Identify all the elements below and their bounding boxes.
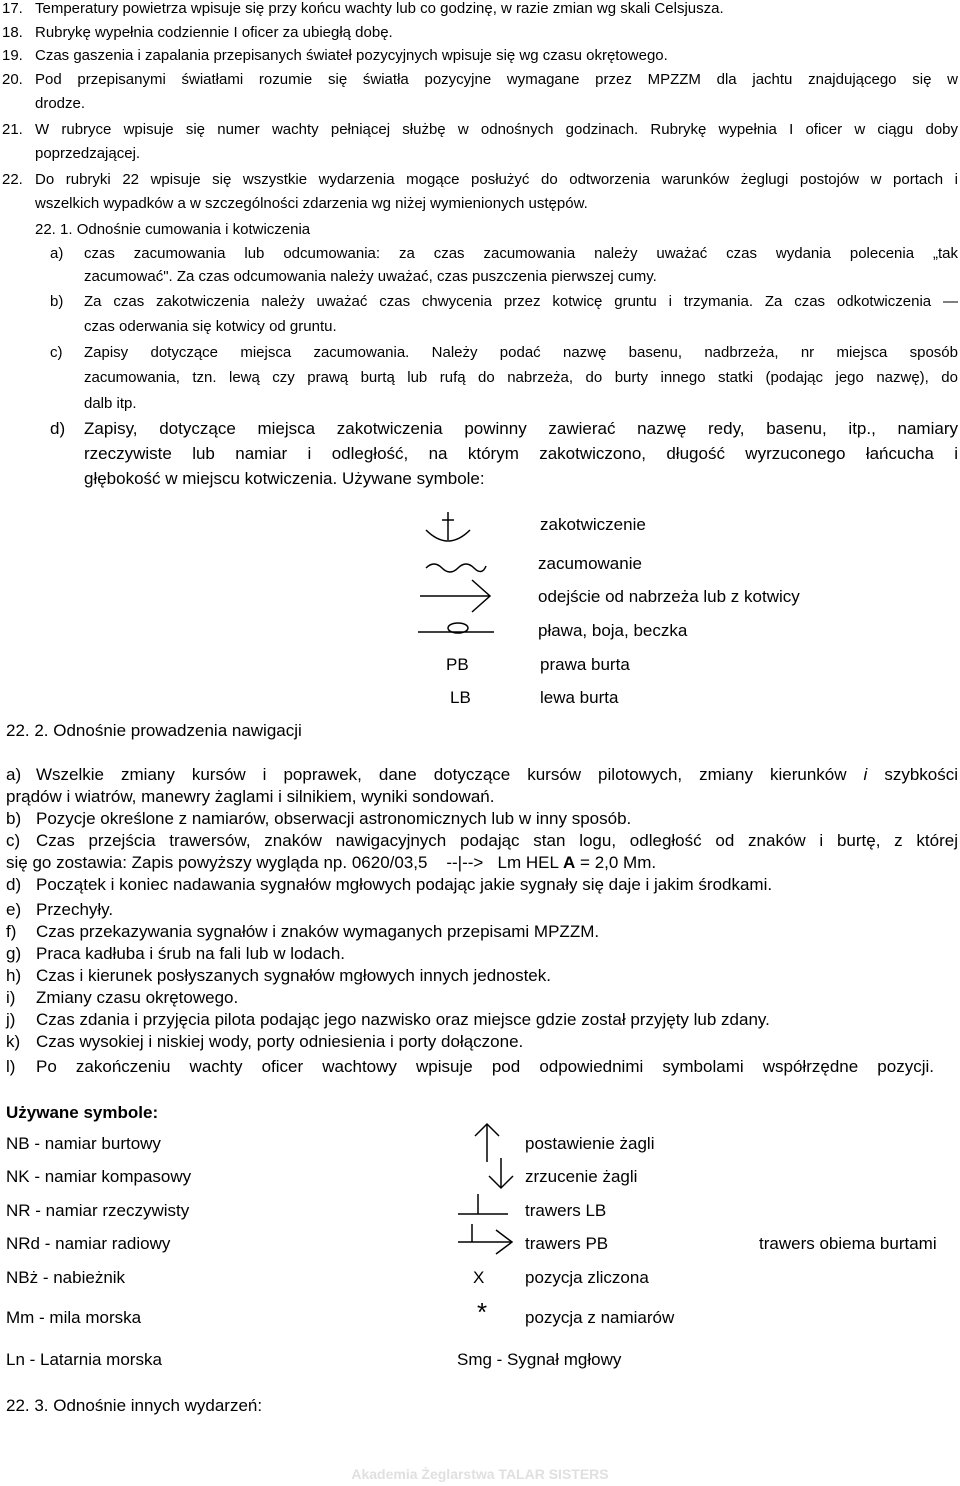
abbreviation: NK - namiar kompasowy bbox=[6, 1167, 192, 1186]
item-number: 22. bbox=[2, 171, 23, 188]
sub-item-letter: k) bbox=[6, 1032, 21, 1051]
abbreviation: NR - namiar rzeczywisty bbox=[6, 1201, 190, 1220]
buoy-icon bbox=[416, 620, 496, 640]
symbols-heading: Używane symbole: bbox=[6, 1103, 159, 1122]
symbol-label: zrzucenie żagli bbox=[525, 1167, 638, 1186]
section-heading: 22. 1. Odnośnie cumowania i kotwiczenia bbox=[35, 221, 311, 238]
symbol-label: lewa burta bbox=[540, 688, 619, 707]
sub-item-text: Czas zdania i przyjęcia pilota podając jego nazwisko oraz miejsce gdzie został przyjęty lub zdany. bbox=[36, 1010, 770, 1029]
sub-item-text-continued: głębokość w miejscu kotwiczenia. Używane symbole: bbox=[84, 469, 485, 488]
item-number: 17. bbox=[2, 0, 23, 17]
sub-item-letter: d) bbox=[6, 875, 22, 894]
sub-item-text-continued: zacumowania, tzn. lewą czy prawą burtą lub rufą do nabrzeża, do burty innego statki (podając jego nazwę), do bbox=[84, 369, 958, 386]
symbol-label: pozycja z namiarów bbox=[525, 1308, 675, 1327]
sub-item-text-continued: rzeczywiste lub namiar i odległość, na którym zakotwiczono, długość wyrzuconego łańcucha i bbox=[84, 444, 958, 463]
anchor-icon bbox=[418, 508, 478, 548]
symbol-label-extra: trawers obiema burtami bbox=[759, 1234, 937, 1253]
traverse-lb-icon bbox=[456, 1190, 510, 1224]
sub-item-text-continued: się go zostawia: Zapis powyższy wygląda np. 0620/03,5 --|--> Lm HEL A = 2,0 Mm. bbox=[6, 853, 657, 872]
sub-item-letter: c) bbox=[6, 831, 21, 850]
sub-item-letter: e) bbox=[6, 900, 22, 919]
sub-item-text: Początek i koniec nadawania sygnałów mgłowych podając jakie sygnały się daje i jakim środkami. bbox=[36, 875, 773, 894]
item-text: Temperatury powietrza wpisuje się przy końcu wachty lub co godzinę, w razie zmian wg skali Celsjusza. bbox=[35, 0, 724, 17]
sub-item-text: Zapisy dotyczące miejsca zacumowania. Należy podać nazwę basenu, nadbrzeża, nr miejsca sposób bbox=[84, 344, 958, 361]
abbreviation: NRd - namiar radiowy bbox=[6, 1234, 171, 1253]
sub-item-letter: l) bbox=[6, 1057, 16, 1076]
symbol-label: odejście od nabrzeża lub z kotwicy bbox=[538, 587, 800, 606]
sub-item-text: Zapisy, dotyczące miejsca zakotwiczenia powinny zawierać nazwę redy, basenu, itp., namiary bbox=[84, 419, 958, 438]
sub-item-letter: i) bbox=[6, 988, 16, 1007]
x-symbol: X bbox=[473, 1268, 485, 1287]
sub-item-letter: j) bbox=[6, 1010, 16, 1029]
footer-watermark: Akademia Żeglarstwa TALAR SISTERS bbox=[351, 1466, 609, 1482]
sub-item-text: Pozycje określone z namiarów, obserwacji astronomicznych lub w inny sposób. bbox=[36, 809, 632, 828]
fog-signal-symbol: Smg - Sygnał mgłowy bbox=[457, 1350, 622, 1369]
sub-item-text-continued: dalb itp. bbox=[84, 395, 137, 412]
abbreviation: Mm - mila morska bbox=[6, 1308, 142, 1327]
section-heading: 22. 2. Odnośnie prowadzenia nawigacji bbox=[6, 721, 302, 740]
item-number: 21. bbox=[2, 121, 23, 138]
symbol-label: pława, boja, beczka bbox=[538, 621, 688, 640]
sub-item-text: Wszelkie zmiany kursów i poprawek, dane dotyczące kursów pilotowych, zmiany kierunków i szybkości bbox=[36, 765, 958, 784]
symbol-label: pozycja zliczona bbox=[525, 1268, 649, 1287]
sub-item-text: Czas przekazywania sygnałów i znaków wymaganych przepisami MPZZM. bbox=[36, 922, 600, 941]
item-text: W rubryce wpisuje się numer wachty pełniącej służbę w odnośnych godzinach. Rubrykę wypełnia I oficer w ciągu doby bbox=[35, 121, 958, 138]
asterisk-symbol: * bbox=[477, 1297, 488, 1327]
symbol-label: postawienie żagli bbox=[525, 1134, 655, 1153]
sub-item-text: Praca kadłuba i śrub na fali lub w lodach. bbox=[36, 944, 346, 963]
sub-item-text: Za czas zakotwiczenia należy uważać czas chwycenia przez kotwicę gruntu i trzymania. Za czas odkotwiczenia — bbox=[84, 293, 958, 310]
wave-icon bbox=[424, 556, 488, 576]
symbol-label: prawa burta bbox=[540, 655, 630, 674]
sub-item-text: czas zacumowania lub odcumowania: za czas zacumowania należy uważać czas wydania polecenia „tak bbox=[84, 245, 958, 262]
symbol-label: trawers LB bbox=[525, 1201, 607, 1220]
sub-item-letter: d) bbox=[50, 419, 66, 438]
lb-symbol: LB bbox=[450, 688, 471, 707]
section-heading: 22. 3. Odnośnie innych wydarzeń: bbox=[6, 1396, 263, 1415]
sub-item-text: Po zakończeniu wachty oficer wachtowy wpisuje pod odpowiednimi symbolami współrzędne pozycji. bbox=[36, 1057, 934, 1076]
sub-item-text: Czas wysokiej i niskiej wody, porty odniesienia i porty dołączone. bbox=[36, 1032, 524, 1051]
sub-item-letter: b) bbox=[6, 809, 22, 828]
sub-item-letter: a) bbox=[6, 765, 22, 784]
sub-item-text: Zmiany czasu okrętowego. bbox=[36, 988, 239, 1007]
abbreviation: NBż - nabieżnik bbox=[6, 1268, 126, 1287]
sub-item-letter: a) bbox=[50, 245, 64, 262]
item-text: Rubrykę wypełnia codziennie I oficer za ubiegłą dobę. bbox=[35, 24, 393, 41]
sub-item-text-continued: prądów i wiatrów, manewry żaglami i silnikiem, wyniki sondowań. bbox=[6, 787, 495, 806]
item-text-continued: wszelkich wypadków a w szczególności zdarzenia wg niżej wymienionych ustępów. bbox=[35, 195, 588, 212]
abbreviation: Ln - Latarnia morska bbox=[6, 1350, 162, 1369]
item-text: Pod przepisanymi światłami rozumie się światła pozycyjne wymagane przez MPZZM dla jachtu znajdującego się w bbox=[35, 71, 958, 88]
symbol-label: trawers PB bbox=[525, 1234, 609, 1253]
item-number: 20. bbox=[2, 71, 23, 88]
sub-item-text-continued: zacumować". Za czas odcumowania należy uważać, czas puszczenia pierwszej cumy. bbox=[84, 268, 657, 285]
sub-item-letter: g) bbox=[6, 944, 22, 963]
item-text: Czas gaszenia i zapalania przepisanych świateł pozycyjnych wpisuje się wg czasu okrętowego. bbox=[35, 47, 668, 64]
sub-item-letter: b) bbox=[50, 293, 64, 310]
sub-item-letter: c) bbox=[50, 344, 63, 361]
sub-item-text: Przechyły. bbox=[36, 900, 114, 919]
symbol-label: zakotwiczenie bbox=[540, 515, 646, 534]
item-number: 19. bbox=[2, 47, 23, 64]
arrow-right-icon bbox=[418, 576, 498, 616]
item-text-continued: poprzedzającej. bbox=[35, 145, 141, 162]
traverse-pb-icon bbox=[456, 1222, 516, 1262]
item-number: 18. bbox=[2, 24, 23, 41]
arrow-down-icon bbox=[484, 1156, 518, 1192]
sub-item-text: Czas i kierunek posłyszanych sygnałów mgłowych innych jednostek. bbox=[36, 966, 551, 985]
item-text-continued: drodze. bbox=[35, 95, 86, 112]
abbreviation: NB - namiar burtowy bbox=[6, 1134, 161, 1153]
item-text: Do rubryki 22 wpisuje się wszystkie wydarzenia mogące posłużyć do odtworzenia warunków żeglugi postojów w portach i bbox=[35, 171, 958, 188]
sub-item-text-continued: czas oderwania się kotwicy od gruntu. bbox=[84, 318, 337, 335]
sub-item-letter: h) bbox=[6, 966, 22, 985]
sub-item-letter: f) bbox=[6, 922, 17, 941]
pb-symbol: PB bbox=[446, 655, 469, 674]
symbol-label: zacumowanie bbox=[538, 554, 642, 573]
sub-item-text: Czas przejścia trawersów, znaków nawigacyjnych podając stan logu, odległość od znaków i burtę, z której bbox=[36, 831, 958, 850]
